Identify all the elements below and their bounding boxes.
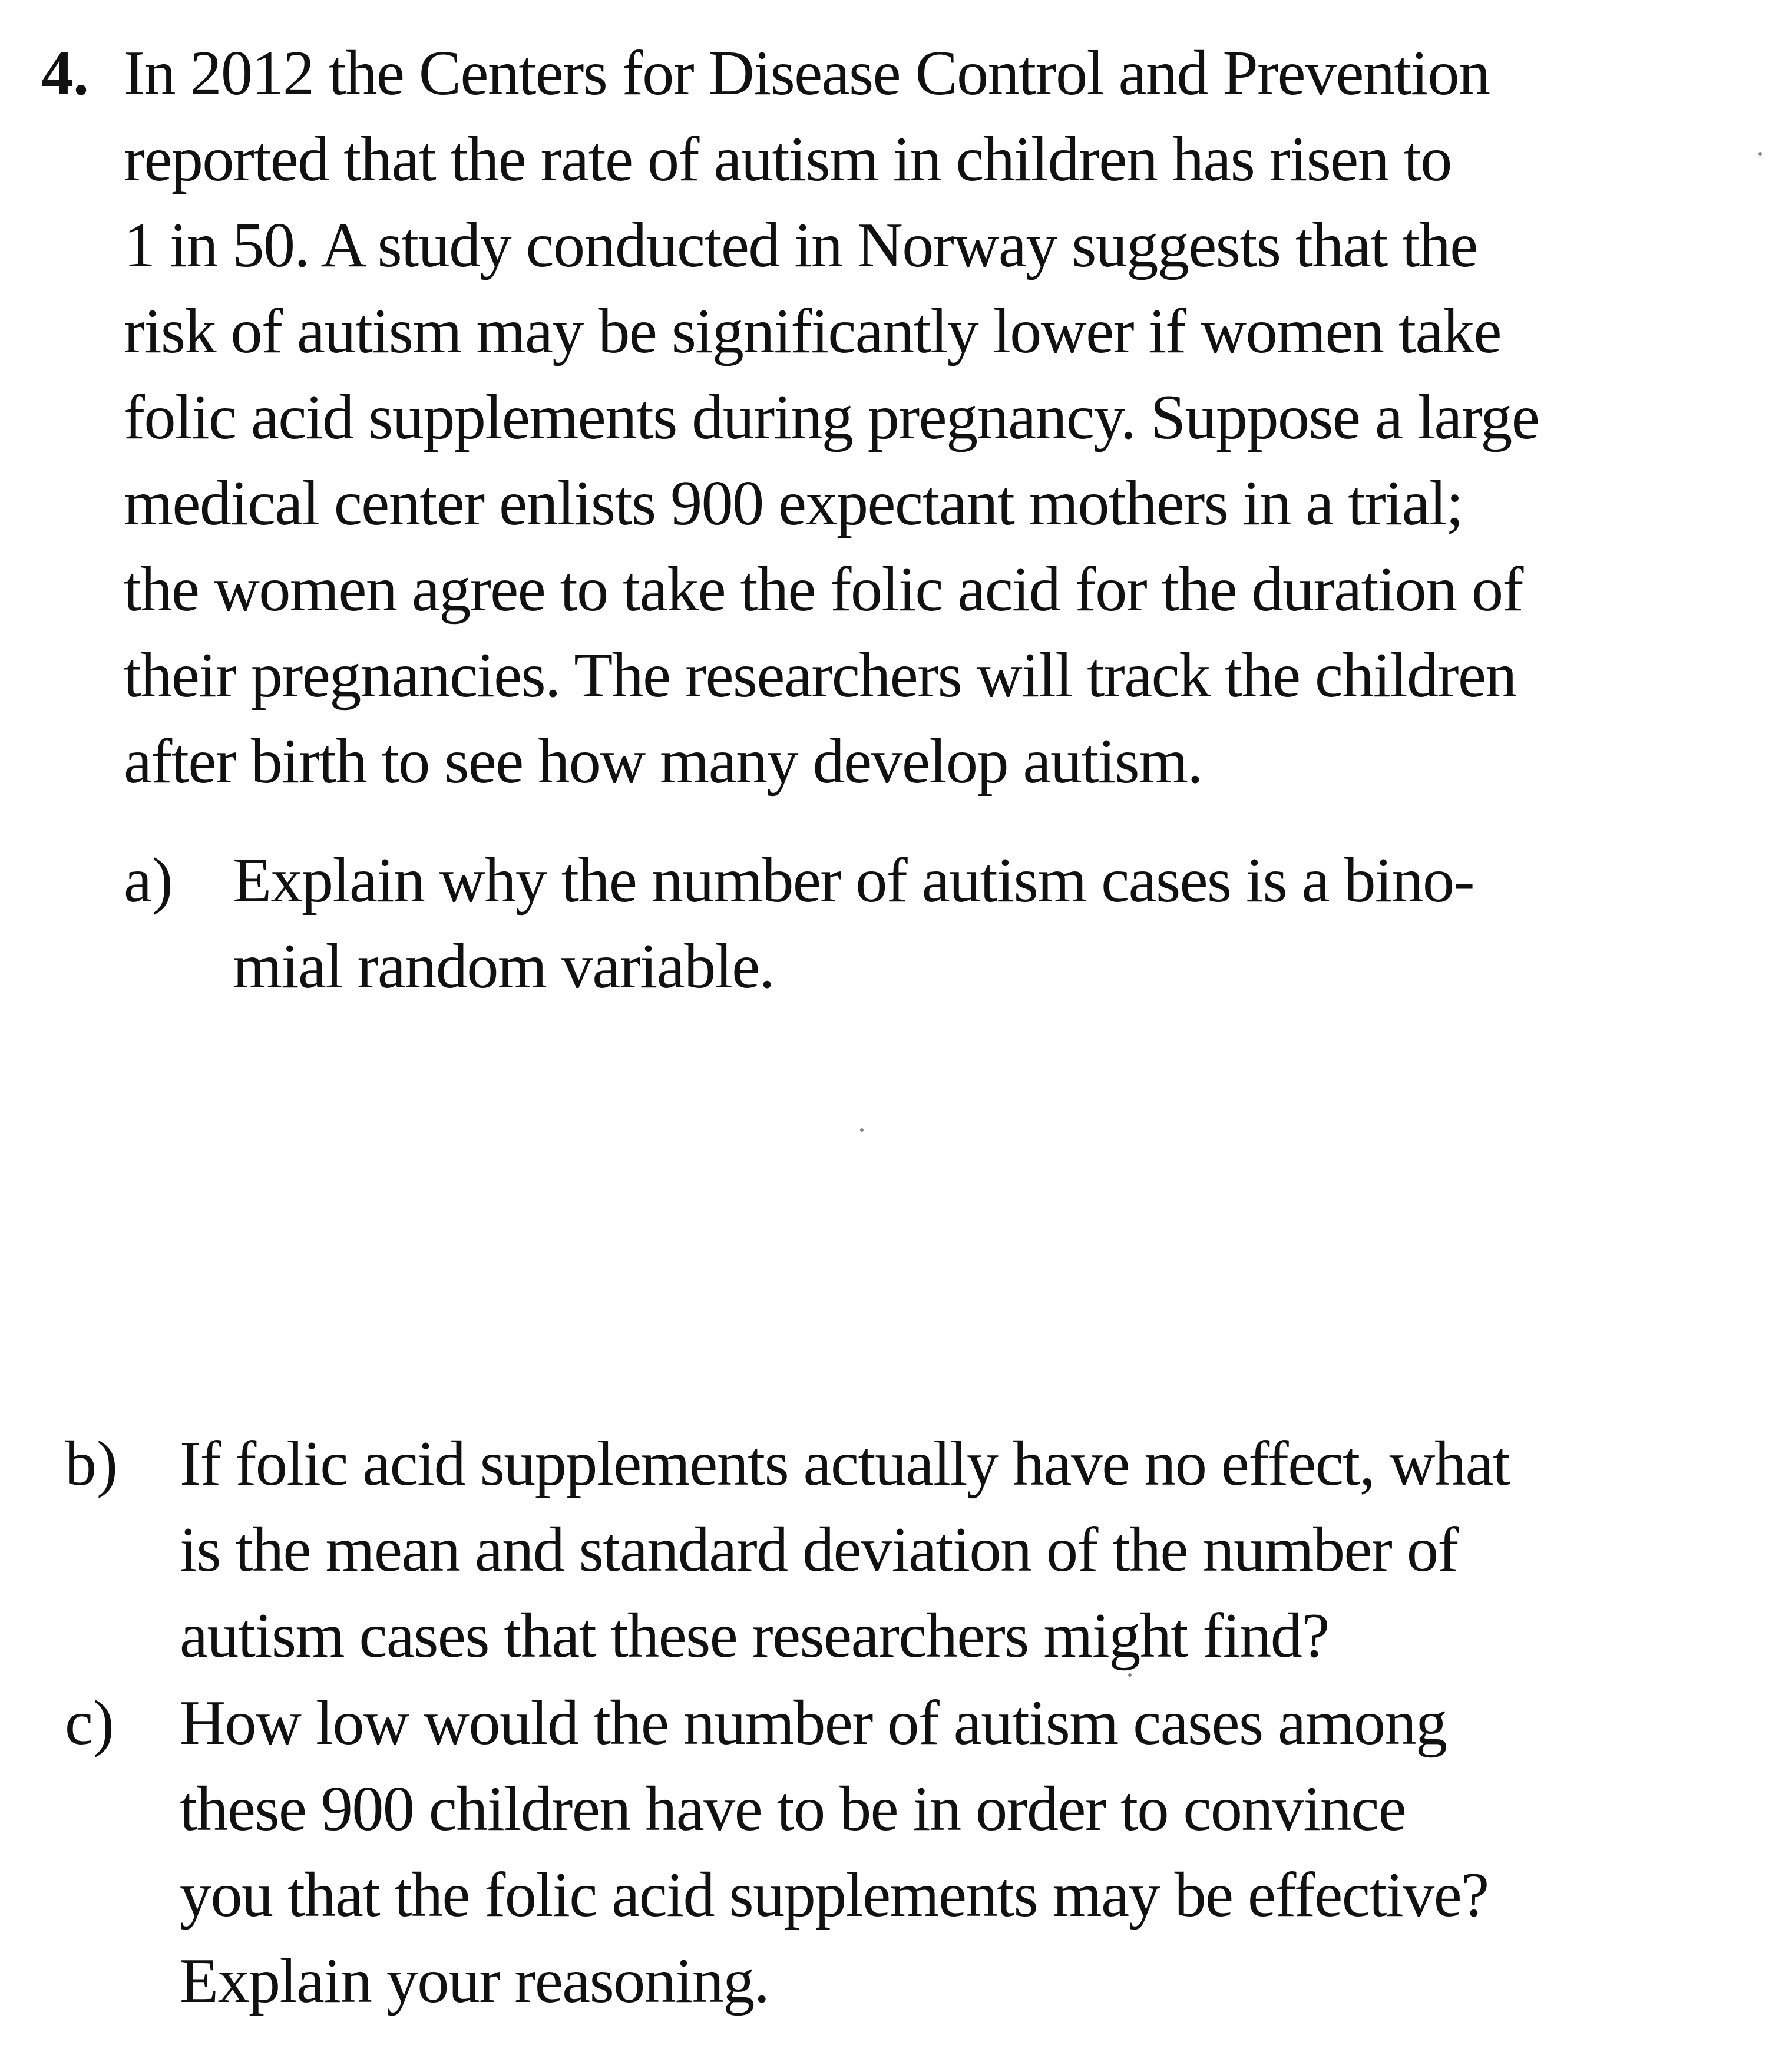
stem-line: the women agree to take the folic acid for the duration of <box>124 554 1523 625</box>
part-a-label: a) <box>124 845 173 916</box>
stem-line: 1 in 50. A study conducted in Norway suggests that the <box>124 210 1477 280</box>
part-c-label: c) <box>65 1688 114 1758</box>
problem-stem <box>124 31 1539 805</box>
part-b-line: If folic acid supplements actually have no effect, what <box>180 1429 1510 1499</box>
scan-speck <box>1758 152 1762 156</box>
part-b-label: b) <box>65 1429 118 1499</box>
part-a-text <box>233 838 1474 1010</box>
scan-speck <box>860 1128 864 1132</box>
part-a-line: Explain why the number of autism cases is a bino- <box>233 845 1474 916</box>
part-c-line: you that the folic acid supplements may be effective? <box>180 1860 1489 1930</box>
part-b-line: is the mean and standard deviation of the number of <box>180 1515 1458 1585</box>
stem-line: after birth to see how many develop autism. <box>124 726 1202 797</box>
stem-line: reported that the rate of autism in children has risen to <box>124 124 1452 194</box>
part-c-text <box>180 1680 1489 2024</box>
part-c-line: these 900 children have to be in order to convince <box>180 1774 1406 1844</box>
part-c-line: How low would the number of autism cases among <box>180 1688 1447 1758</box>
part-c-line: Explain your reasoning. <box>180 1946 769 2016</box>
stem-line: In 2012 the Centers for Disease Control and Prevention <box>124 38 1490 108</box>
question-number: 4. <box>41 38 89 108</box>
stem-line: medical center enlists 900 expectant mothers in a trial; <box>124 468 1463 538</box>
part-b-text <box>180 1421 1510 1679</box>
part-a-line: mial random variable. <box>233 931 775 1002</box>
part-b-line: autism cases that these researchers might find? <box>180 1601 1329 1671</box>
stem-line: folic acid supplements during pregnancy. Suppose a large <box>124 382 1539 452</box>
stem-line: risk of autism may be significantly lower if women take <box>124 296 1501 366</box>
stem-line: their pregnancies. The researchers will track the children <box>124 640 1516 711</box>
scan-speck <box>1128 1673 1132 1677</box>
